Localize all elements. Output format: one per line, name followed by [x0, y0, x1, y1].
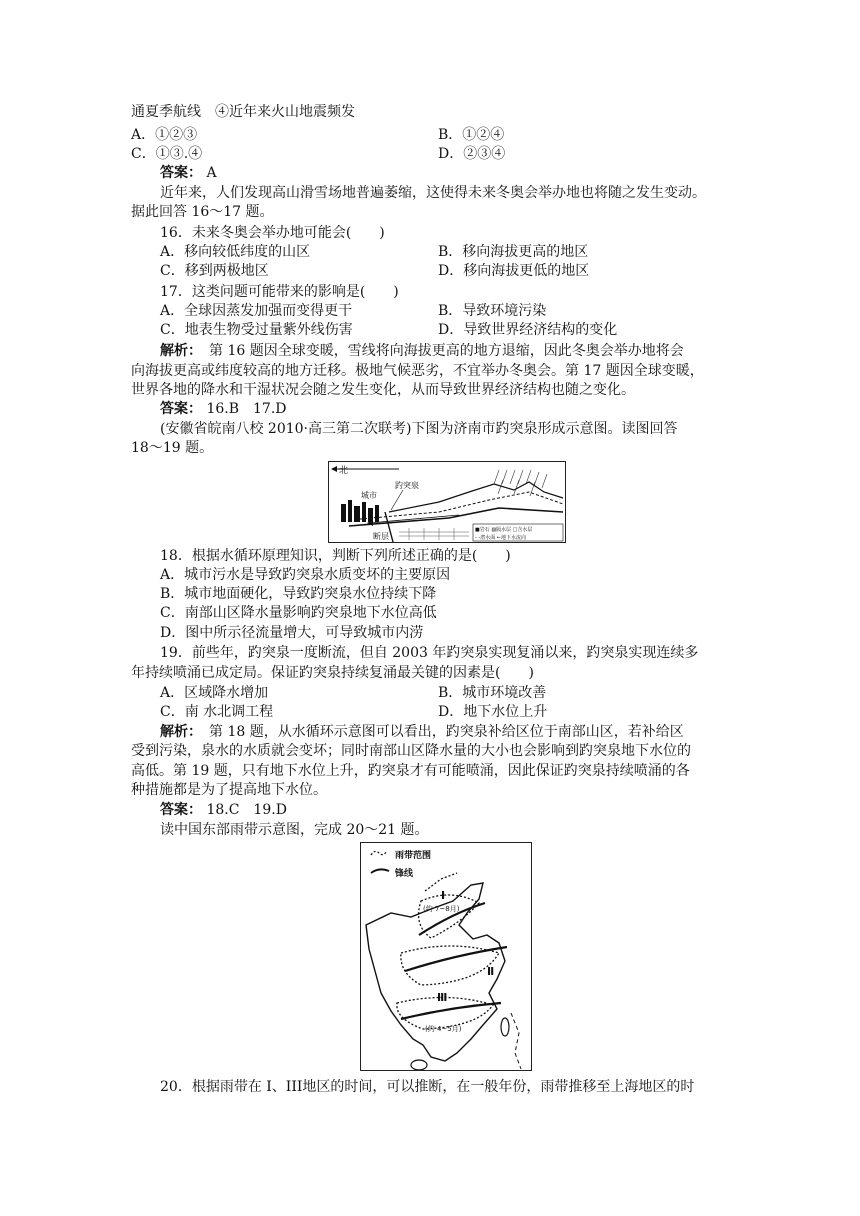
explanation-line: 种措施都是为了提高地下水位。 — [131, 782, 327, 798]
bedrock-hatch — [399, 528, 469, 540]
option-b: B．城市地面硬化，导致趵突泉水位持续下降 — [160, 586, 437, 602]
text-line: 通夏季航线 ④近年来火山地震频发 — [131, 104, 355, 120]
option-b: B．①②④ — [438, 127, 505, 143]
explanation-line: 高低。第 19 题，只有地下水位上升，趵突泉才有可能喷涌，因此保证趵突泉持续喷涌的各 — [131, 763, 690, 779]
intro-line: 读中国东部雨带示意图，完成 20～21 题。 — [160, 822, 429, 838]
legend-front-label: 锋线 — [395, 869, 414, 879]
rain-belt-1 — [419, 895, 479, 938]
option-d: D．图中所示径流量增大，可导致城市内涝 — [160, 625, 424, 641]
option-b: B．导致环境污染 — [438, 303, 547, 319]
region-3-time: (约 4~5月) — [425, 1025, 462, 1033]
option-d: D．②③④ — [438, 146, 506, 162]
answer-value: A — [206, 165, 217, 181]
explanation-label: 解析： — [160, 343, 195, 359]
option-a: A．城市污水是导致趵突泉水质变坏的主要原因 — [160, 567, 451, 583]
intro-line: (安徽省皖南八校 2010·高三第二次联考)下图为济南市趵突泉形成示意图。读图回答 — [160, 421, 678, 437]
spring-pointer — [391, 490, 403, 510]
option-c: C．移到两极地区 — [160, 263, 269, 279]
legend-row: - -潜水面 ←地下水流向 — [475, 535, 526, 541]
city-label: 城市 — [361, 491, 377, 500]
option-b: B．城市环境改善 — [438, 685, 547, 701]
question-18: 18．根据水循环原理知识，判断下列所述正确的是( ) — [160, 548, 511, 564]
explanation-line: 世界各地的降水和干湿状况会随之发生变化，从而导致世界经济结构也随之变化。 — [131, 382, 635, 398]
answer-value: 16.B 17.D — [206, 401, 287, 417]
option-a: A．①②③ — [131, 127, 198, 143]
question-16: 16．未来冬奥会举办地可能会( ) — [160, 225, 385, 241]
hainan-island — [411, 1060, 427, 1070]
spring-label: 趵突泉 — [395, 481, 419, 490]
option-a: A．移向较低纬度的山区 — [160, 244, 311, 260]
explanation-label: 解析： — [160, 724, 195, 740]
legend-dotted-swatch — [371, 851, 387, 855]
option-c: C．地表生物受过量紫外线伤害 — [160, 322, 353, 338]
answer-label: 答案： — [160, 165, 202, 181]
option-a: A．全球因蒸发加强而变得更干 — [160, 303, 353, 319]
explanation-line: 受到污染，泉水的水质就会变坏；同时南部山区降水量的大小也会影响到趵突泉地下水位的 — [131, 743, 691, 759]
north-arrowhead — [331, 466, 337, 472]
passage-line: 近年来，人们发现高山滑雪场地普遍萎缩，这使得未来冬奥会举办地也将随之发生变动。 — [160, 185, 706, 201]
question-20: 20．根据雨带在 I、III地区的时间，可以推断，在一般年份，雨带推移至上海地区的时 — [160, 1079, 695, 1095]
north-label: 北 — [339, 466, 349, 476]
rain-belt-map — [360, 842, 532, 1071]
legend-rain-label: 雨带范围 — [395, 851, 432, 861]
answer-label: 答案： — [160, 401, 202, 417]
rain-belt-svg — [361, 843, 531, 1070]
question-17: 17．这类问题可能带来的影响是( ) — [160, 284, 399, 300]
option-d: D．移向海拔更低的地区 — [438, 263, 590, 279]
maritime-boundary — [511, 1013, 521, 1069]
taiwan-island — [501, 1018, 509, 1036]
option-c: C．南 水北调工程 — [160, 704, 274, 720]
option-d: D．地下水位上升 — [438, 704, 548, 720]
intro-line: 18～19 题。 — [131, 440, 214, 456]
explanation-line: 解析： 第 18 题，从水循环示意图可以看出，趵突泉补给区位于南部山区，若补给区 — [160, 724, 684, 740]
city-buildings — [341, 500, 379, 522]
option-c: C．南部山区降水量影响趵突泉地下水位高低 — [160, 605, 437, 621]
option-d: D．导致世界经济结构的变化 — [438, 322, 618, 338]
option-a: A．区域降水增加 — [160, 685, 269, 701]
question-19: 19．前些年，趵突泉一度断流，但自 2003 年趵突泉实现复涌以来，趵突泉实现连续多 — [160, 645, 699, 661]
region-1-label: Ⅰ — [441, 889, 446, 902]
legend-front-swatch — [371, 869, 389, 873]
passage-line: 据此回答 16～17 题。 — [131, 204, 274, 220]
option-c: C．①③.④ — [131, 146, 203, 162]
region-3-label: Ⅲ — [437, 991, 448, 1004]
answer-line — [160, 164, 217, 183]
region-2-label: Ⅱ — [487, 965, 495, 978]
rain-lines — [494, 470, 547, 496]
fault-label: 断层 — [373, 532, 389, 541]
question-19-cont: 年持续喷涌已成定局。保证趵突泉持续复涌最关键的因素是( ) — [131, 665, 534, 681]
answer-line — [160, 400, 287, 419]
answer-value: 18.C 19.D — [206, 802, 287, 818]
answer-line — [160, 801, 287, 820]
explanation-line: 解析： 第 16 题因全球变暖，雪线将向海拔更高的地方退缩，因此冬奥会举办地将会 — [160, 343, 684, 359]
spring-formation-diagram — [328, 461, 566, 543]
front-line-3 — [401, 1003, 501, 1019]
explanation-line: 向海拔更高或纬度较高的地方迁移。极地气候恶劣，不宜举办冬奥会。第 17 题因全球变暖， — [131, 363, 704, 379]
answer-label: 答案： — [160, 802, 202, 818]
legend-row: ■岩石 ▨隔水层 □含水层 — [475, 527, 533, 533]
option-b: B．移向海拔更高的地区 — [438, 244, 589, 260]
region-1-time: (约 7~8月) — [423, 905, 460, 913]
spring-diagram-svg — [329, 462, 565, 542]
